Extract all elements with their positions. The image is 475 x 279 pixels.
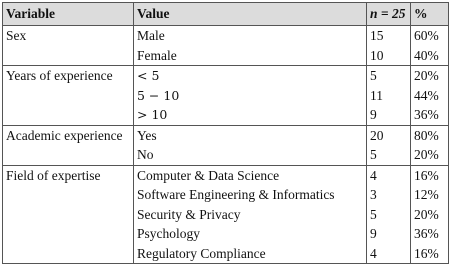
table-row (3, 185, 449, 205)
header-n: n = 25 (367, 3, 411, 26)
percent-cell: 20% (411, 66, 449, 86)
variable-cell-empty (3, 46, 134, 66)
demographics-table (2, 2, 449, 264)
percent-cell: 20% (411, 145, 449, 165)
header-percent: % (411, 3, 449, 26)
variable-cell: Sex (3, 26, 134, 46)
table-row (3, 244, 449, 264)
value-cell: Male (134, 26, 367, 46)
percent-cell: 36% (411, 224, 449, 244)
table-row (3, 105, 449, 125)
count-cell: 5 (367, 205, 411, 225)
header-row (3, 3, 449, 26)
percent-cell: 40% (411, 46, 449, 66)
percent-cell: 16% (411, 244, 449, 264)
table-row (3, 205, 449, 225)
table-row (3, 26, 449, 46)
table-row (3, 145, 449, 165)
value-cell: Software Engineering & Informatics (134, 185, 367, 205)
table-row (3, 125, 449, 145)
table-body (3, 26, 449, 264)
count-cell: 10 (367, 46, 411, 66)
variable-cell-empty (3, 145, 134, 165)
table-header (3, 3, 449, 26)
value-cell: > 10 (134, 105, 367, 125)
value-cell: Computer & Data Science (134, 165, 367, 185)
count-cell: 5 (367, 66, 411, 86)
value-cell: Psychology (134, 224, 367, 244)
count-cell: 4 (367, 244, 411, 264)
count-cell: 11 (367, 86, 411, 106)
variable-cell-empty (3, 244, 134, 264)
value-cell: 5 − 10 (134, 86, 367, 106)
table-row (3, 66, 449, 86)
value-cell: Regulatory Compliance (134, 244, 367, 264)
variable-cell-empty (3, 86, 134, 106)
count-cell: 15 (367, 26, 411, 46)
count-cell: 5 (367, 145, 411, 165)
value-cell: Female (134, 46, 367, 66)
variable-cell-empty (3, 224, 134, 244)
value-cell: No (134, 145, 367, 165)
table-row (3, 46, 449, 66)
variable-cell: Academic experience (3, 125, 134, 145)
count-cell: 3 (367, 185, 411, 205)
variable-cell: Years of experience (3, 66, 134, 86)
count-cell: 4 (367, 165, 411, 185)
count-cell: 9 (367, 224, 411, 244)
percent-cell: 36% (411, 105, 449, 125)
variable-cell-empty (3, 185, 134, 205)
header-value: Value (134, 3, 367, 26)
percent-cell: 12% (411, 185, 449, 205)
percent-cell: 44% (411, 86, 449, 106)
table-row (3, 86, 449, 106)
percent-cell: 20% (411, 205, 449, 225)
value-cell: Security & Privacy (134, 205, 367, 225)
table-row (3, 224, 449, 244)
count-cell: 20 (367, 125, 411, 145)
variable-cell-empty (3, 205, 134, 225)
value-cell: Yes (134, 125, 367, 145)
value-cell: < 5 (134, 66, 367, 86)
variable-cell-empty (3, 105, 134, 125)
header-variable: Variable (3, 3, 134, 26)
variable-cell: Field of expertise (3, 165, 134, 185)
percent-cell: 60% (411, 26, 449, 46)
percent-cell: 80% (411, 125, 449, 145)
count-cell: 9 (367, 105, 411, 125)
percent-cell: 16% (411, 165, 449, 185)
table-row (3, 165, 449, 185)
